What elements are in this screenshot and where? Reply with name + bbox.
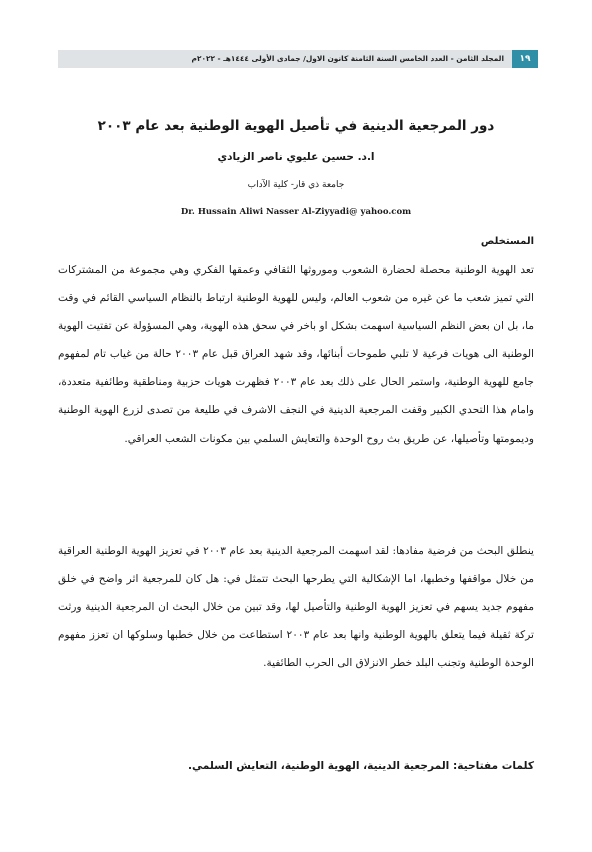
article-title: دور المرجعية الدينية في تأصيل الهوية الوطنية بعد عام ٢٠٠٣: [97, 118, 495, 134]
page-number: ١٩: [512, 50, 538, 68]
journal-header: [58, 50, 538, 68]
author-name: ا.د. حسين عليوي ناصر الزيادي: [217, 151, 375, 163]
abstract-paragraph-2: ينطلق البحث من فرضية مفادها: لقد اسهمت المرجعية الدينية بعد عام ٢٠٠٣ في تعزيز الهوية الوطنية العراقية من خلال مواقفها وخطبها، اما الإشكالية التي يطرحها البحث تتمثل في: هل كان للمرجعية اثر واضح في خلق مفهوم جديد يسهم في تعزيز الهوية الوطنية والتأصيل لها، وقد تبين من خلال البحث ان المرجعية الدينية ورثت تركة ثقيلة فيما يتعلق بالهوية الوطنية وانها بعد عام ٢٠٠٣ استطاعت من خلال خطبها وسلوكها ان تعزز مفهوم الوحدة الوطنية وتجنب البلد خطر الانزلاق الى الحرب الطائفية.: [58, 545, 534, 670]
abstract-heading: المستخلص: [480, 236, 534, 247]
author-email: Dr. Hussain Aliwi Nasser Al-Ziyyadi@ yahoo.com: [180, 207, 412, 217]
author-affiliation: جامعة ذي قار- كلية الآداب: [247, 180, 345, 190]
keywords: كلمات مفتاحية: المرجعية الدينية، الهوية الوطنية، التعايش السلمي.: [188, 760, 534, 772]
abstract-paragraph-1: تعد الهوية الوطنية محصلة لحضارة الشعوب وموروثها الثقافي وعمقها الفكري وهي مجموعة من المشتركات التي تميز شعب ما عن غيره من شعوب العالم، وليس للهوية الوطنية ارتباط بالنظام السياسي القائم في وقت ما، بل ان بعض النظم السياسية اسهمت بشكل او باخر في سحق هذه الهوية، وهي المسؤولة عن تفتيت الهوية الوطنية الى هويات فرعية لا تلبي طموحات أبنائها، وقد شهد العراق قبل عام ٢٠٠٣ حالة من غياب تام لمفهوم جامع للهوية الوطنية، واستمر الحال على ذلك بعد عام ٢٠٠٣ فظهرت هويات حزبية ومناطقية وطائفية متعددة، وامام هذا التحدي الكبير وقفت المرجعية الدينية في النجف الاشرف في طليعة من تصدى لزرع الهوية الوطنية وديمومتها وتأصيلها، عن طريق بث روح الوحدة والتعايش السلمي بين مكونات الشعب العراقي.: [58, 264, 534, 445]
journal-info: المجلد الثامن - العدد الخامس السنة الثامنة كانون الاول/ جمادى الأولى ١٤٤٤هـ - ٢٠٢٢م: [58, 50, 512, 68]
